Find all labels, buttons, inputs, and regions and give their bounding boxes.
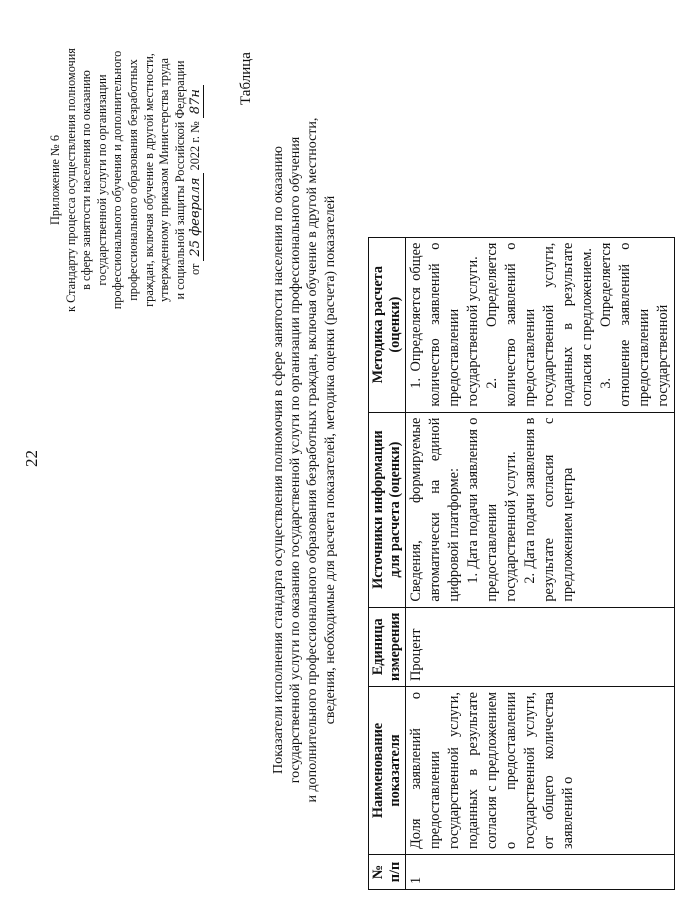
cell-unit: Процент (406, 607, 675, 686)
heading-line: Показатели исполнения стандарта осуществления полномочия в сфере занятости населения по оказанию (271, 146, 286, 774)
method-item-2: 2. Определяется количество заявлений о предоставлении государственной услуги, поданных в результате согласия с предложением. (484, 242, 595, 407)
appendix-line: утвержденному приказом Министерства труда (157, 58, 172, 302)
cell-name: Доля заявлений о предоставлении государственной услуги, поданных в результате согласия с предложением о предоставлении государственной услуги, от общего количества заявлений о (406, 687, 675, 855)
cell-num: 1 (406, 855, 675, 890)
header-num: № п/п (369, 855, 406, 890)
table-label: Таблица (238, 52, 254, 105)
source-item-1: 1. Дата подачи заявления о предоставлении государственной услуги. (465, 417, 519, 602)
appendix-line: профессионального образования безработных (125, 59, 140, 301)
heading-line: и дополнительного профессионального образования безработных граждан, включая обучение в другой местности, (305, 117, 321, 803)
appendix-line: к Стандарту процесса осуществления полномочия (63, 48, 78, 312)
header-name: Наименование показателя (369, 687, 406, 855)
handwritten-date: 25 февраля (188, 173, 204, 260)
header-source: Источники информации для расчета (оценки) (369, 412, 406, 607)
appendix-line: и социальной защиты Российской Федерации (172, 60, 187, 300)
date-year: 2022 г. № (188, 121, 203, 171)
header-method: Методика расчета (оценки) (369, 237, 406, 412)
cell-method (406, 237, 675, 412)
appendix-line: граждан, включая обучение в другой местности, (141, 53, 156, 307)
heading-line: сведения, необходимые для расчета показателей, методика оценки (расчета) показателей (322, 195, 338, 725)
date-prefix: от (188, 263, 203, 276)
appendix-line: профессионального обучения и дополнительного (110, 50, 125, 310)
appendix-date-line (188, 30, 204, 330)
table-row (406, 237, 675, 889)
document-heading (270, 30, 339, 890)
handwritten-number: 87н (188, 85, 204, 118)
header-unit: Единица измерения (369, 607, 406, 686)
source-item-2: 2. Дата подачи заявления в результате согласия с предложением центра (522, 417, 576, 602)
appendix-line: в сфере занятости населения по оказанию (79, 70, 94, 290)
method-item-1: 1. Определяется общее количество заявлений о предоставлении государственной услуги. (408, 242, 481, 407)
appendix-block (48, 30, 204, 330)
source-intro: Сведения, формируемые автоматически на единой цифровой платформе: (408, 417, 462, 602)
page-number: 22 (22, 450, 41, 467)
table-header-row (369, 237, 406, 889)
indicators-table (368, 237, 675, 890)
heading-line: государственной услуги по оказанию государственной услуги по организации профессионального обучения (288, 136, 304, 784)
method-item-3: 3. Определяется отношение заявлений о предоставлении государственной (598, 242, 671, 407)
cell-source (406, 412, 675, 607)
appendix-title: Приложение № 6 (48, 134, 62, 226)
appendix-line: государственной услуги по организации (94, 74, 109, 286)
